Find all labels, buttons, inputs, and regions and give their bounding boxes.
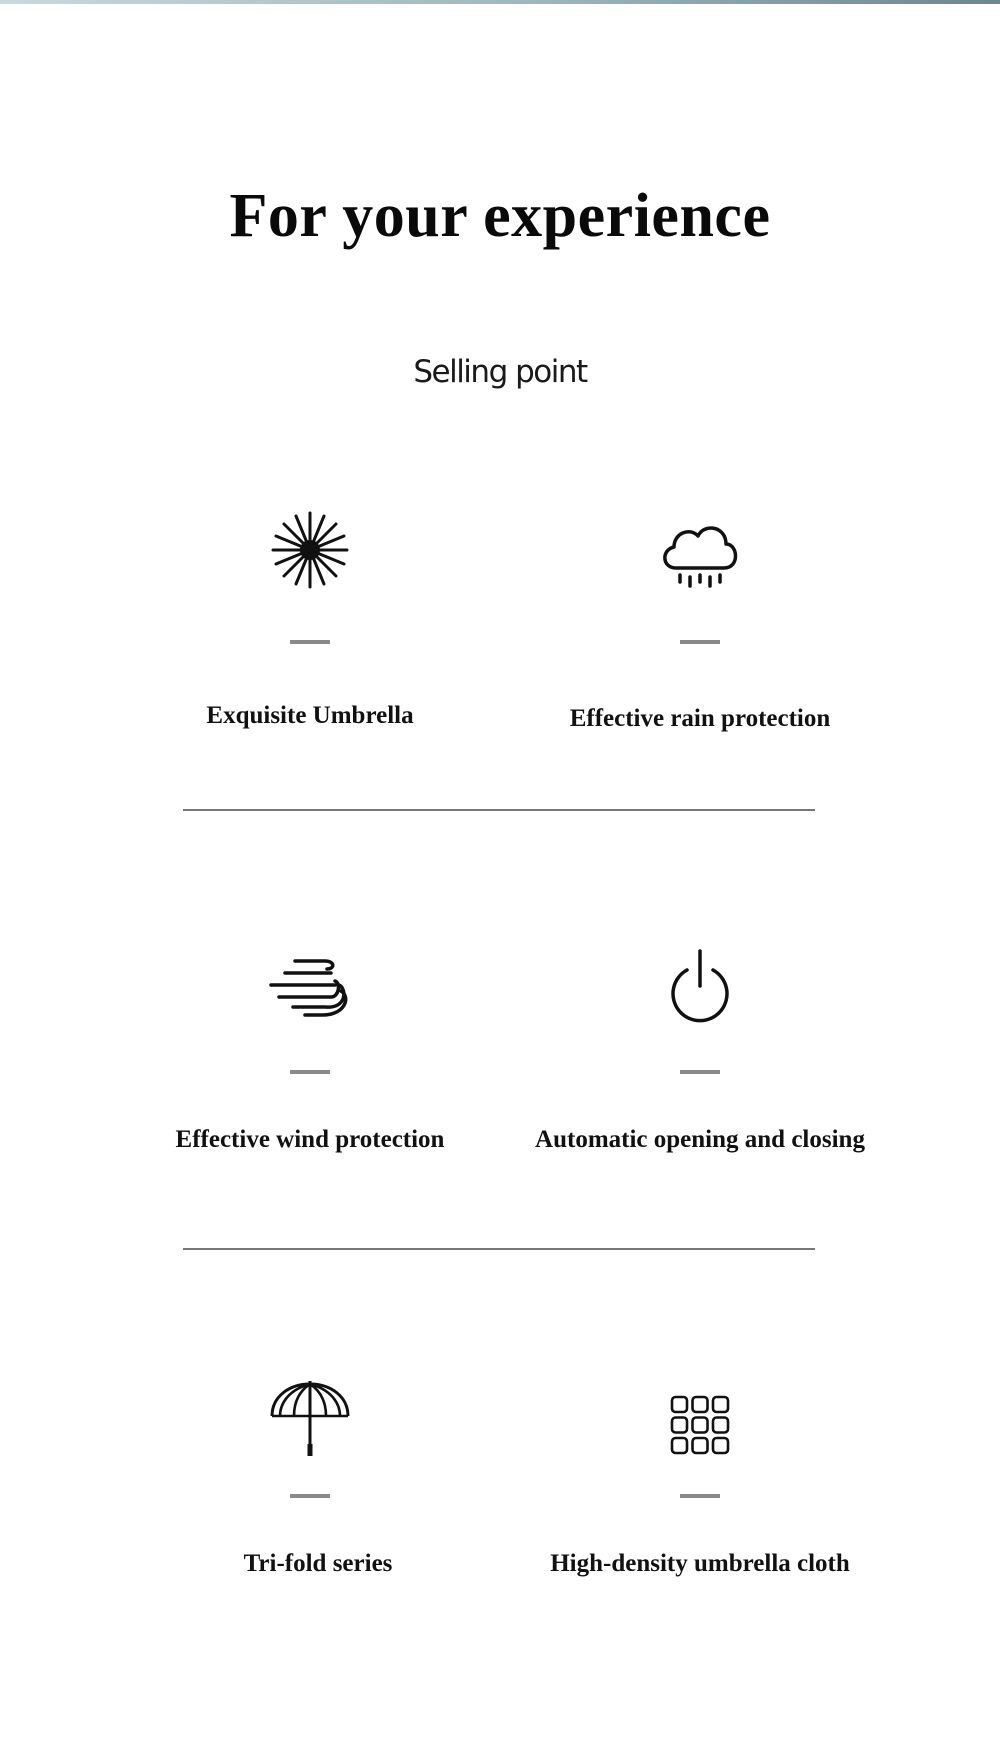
section-divider [183,809,815,811]
wind-icon [110,953,510,1023]
feature-dash [680,1070,720,1074]
feature-dash [290,1494,330,1498]
feature-label: Tri-fold series [243,1550,393,1577]
sun-icon [110,510,510,590]
top-accent-bar [0,0,1000,4]
section-divider [183,1248,815,1250]
feature-label: High-density umbrella cloth [550,1550,850,1577]
page-title: For your experience [229,182,771,250]
feature-dash [680,1494,720,1498]
grid-fabric-icon [500,1394,900,1456]
power-icon [500,948,900,1024]
feature-dash [290,1070,330,1074]
feature-label: Exquisite Umbrella [206,702,414,729]
umbrella-icon [110,1378,510,1458]
page-subtitle: Selling point [413,354,587,390]
feature-label: Automatic opening and closing [535,1126,865,1153]
feature-dash [290,640,330,644]
feature-label: Effective wind protection [175,1126,445,1153]
feature-dash [680,640,720,644]
rain-cloud-icon [500,520,900,594]
feature-label: Effective rain protection [569,705,831,732]
